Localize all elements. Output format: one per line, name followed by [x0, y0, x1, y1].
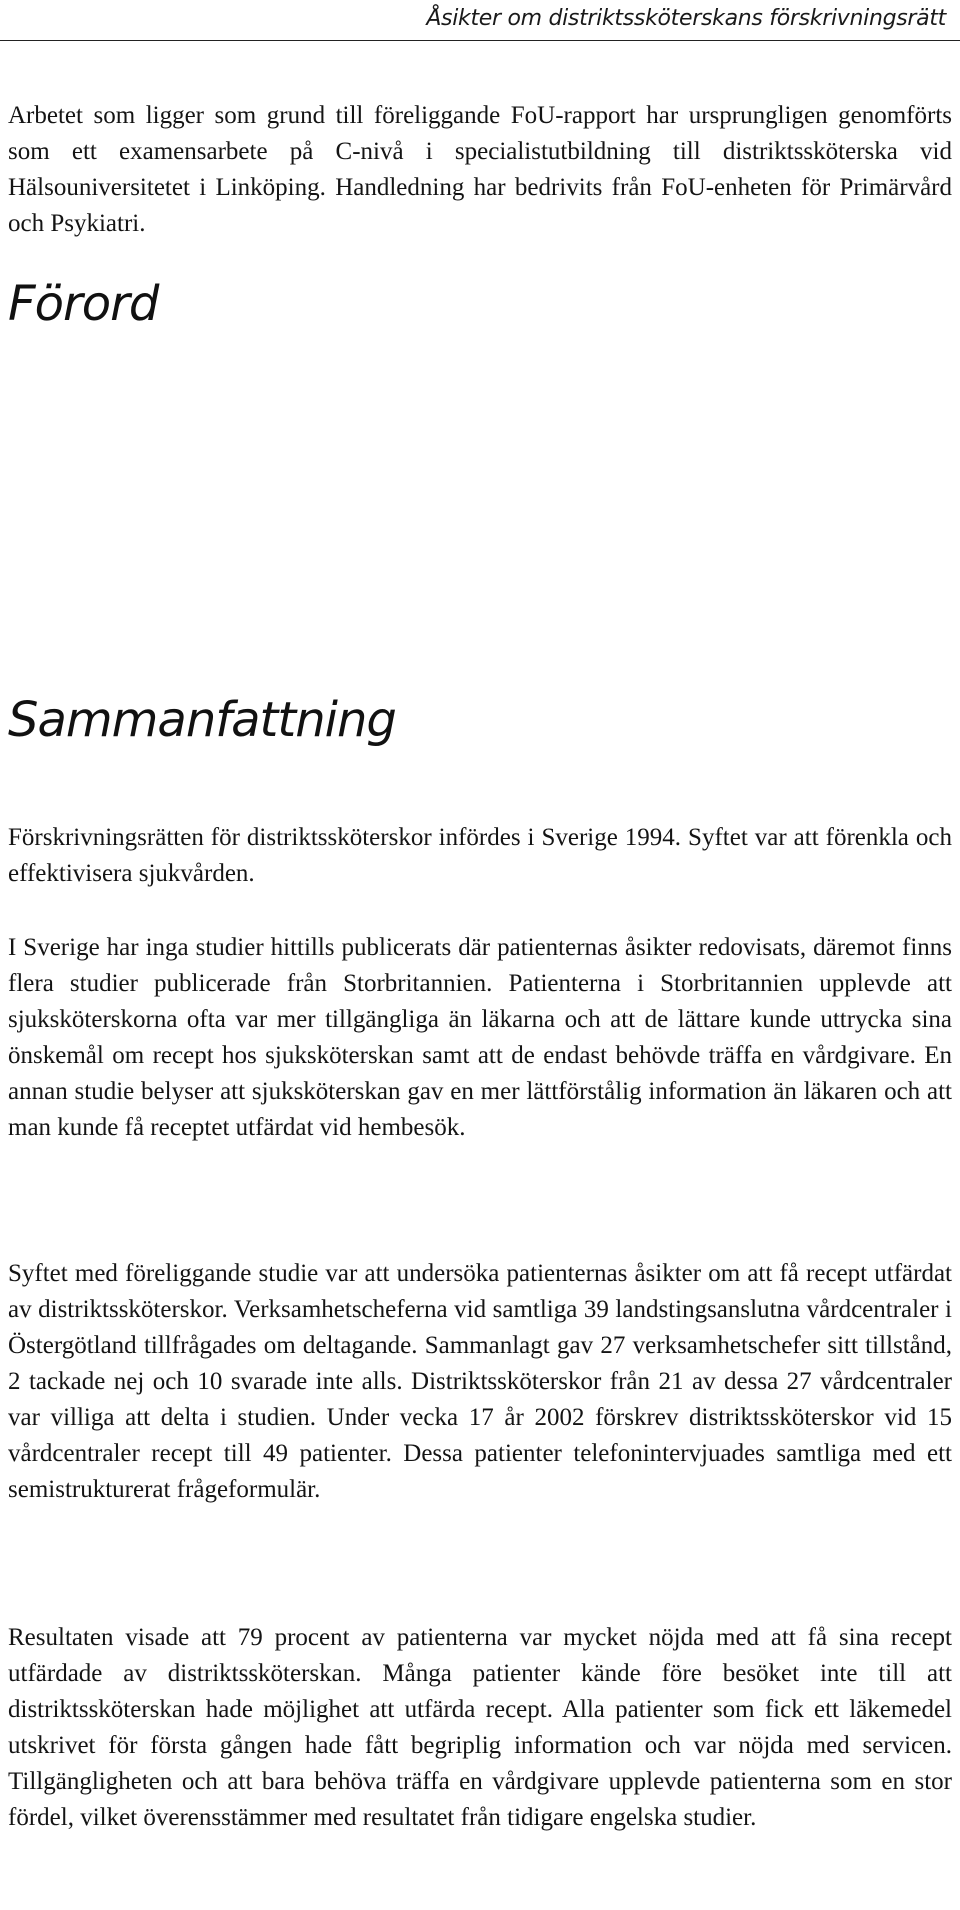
- paragraph-sammanfattning-2: I Sverige har inga studier hittills publicerats där patienternas åsikter redovisats, däremot finns flera studier publicerade från Storbritannien. Patienterna i Storbritannien upplevde att sjuksköterskorna ofta var mer tillgängliga än läkarna och att de lättare kunde uttrycka sina önskemål om recept hos sjuksköterskan samt att de endast behövde träffa en vårdgivare. En annan studie belyser att sjuksköterskan gav en mer lättförstålig information än läkaren och att man kunde få receptet utfärdat vid hembesök.: [8, 934, 952, 1141]
- paragraph-forord: Arbetet som ligger som grund till föreliggande FoU-rapport har ursprungligen genomförts som ett examensarbete på C-nivå i specialistutbildning till distriktssköterska vid Hälsouniversitetet i Linköping. Handledning har bedrivits från FoU-enheten för Primärvård och Psykiatri.: [8, 102, 952, 237]
- paragraph-sammanfattning-4: Resultaten visade att 79 procent av patienterna var mycket nöjda med att få sina recept utfärdade av distriktssköterskan. Många patienter kände före besöket inte till att distriktssköterskan hade möjlighet att utfärda recept. Alla patienter som fick ett läkemedel utskrivet för första gången hade fått begriplig information och var nöjda med servicen. Tillgängligheten och att bara behöva träffa en vårdgivare upplevde patienterna som en stor fördel, vilket överensstämmer med resultatet från tidigare engelska studier.: [8, 1624, 952, 1831]
- paragraph-sammanfattning-3: Syftet med föreliggande studie var att undersöka patienternas åsikter om att få recept utfärdat av distriktssköterskor. Verksamhetscheferna vid samtliga 39 landstingsanslutna vårdcentraler i Östergötland tillfrågades om deltagande. Sammanlagt gav 27 verksamhetschefer sitt tillstånd, 2 tackade nej och 10 svarade inte alls. Distriktssköterskor från 21 av dessa 27 vårdcentraler var villiga att delta i studien. Under vecka 17 år 2002 förskrev distriktssköterskor vid 15 vårdcentraler recept till 49 patienter. Dessa patienter telefonintervjuades samtliga med ett semistrukturerat frågeformulär.: [8, 1260, 952, 1503]
- header-rule: [0, 40, 960, 41]
- section-heading-sammanfattning: Sammanfattning: [8, 692, 396, 748]
- paragraph-sammanfattning-1: Förskrivningsrätten för distriktssköterskor infördes i Sverige 1994. Syftet var att förenkla och effektivisera sjukvården.: [8, 824, 952, 887]
- section-heading-forord: Förord: [8, 276, 159, 332]
- running-header-title: Åsikter om distriktssköterskans förskrivningsrätt: [426, 6, 946, 31]
